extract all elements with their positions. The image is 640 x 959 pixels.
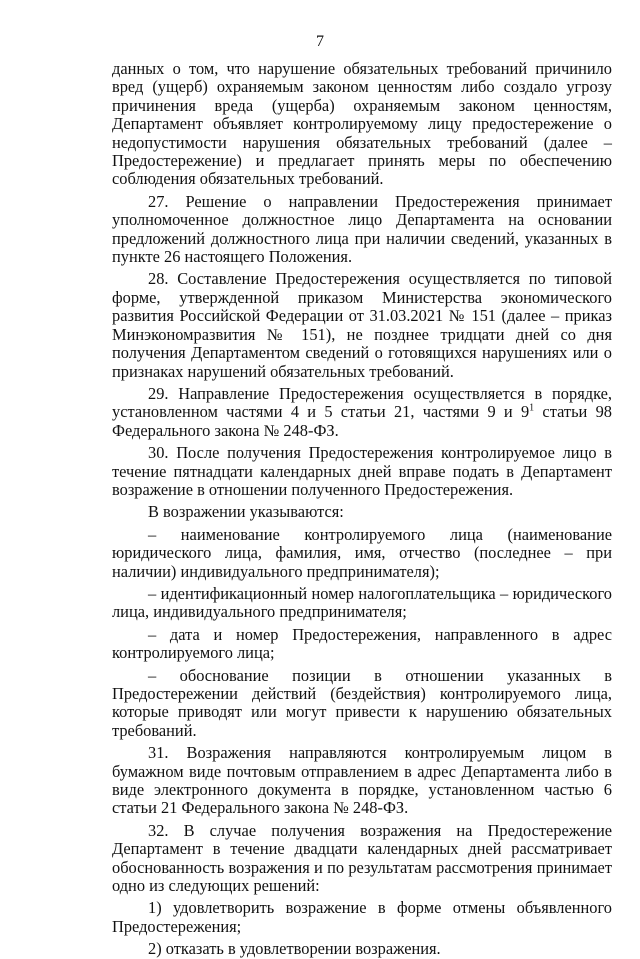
- list-item: 1) удовлетворить возражение в форме отмены объявленного Предостережения;: [112, 898, 612, 936]
- paragraph-29: [112, 385, 612, 440]
- list-item: – дата и номер Предостережения, направленного в адрес контролируемого лица;: [112, 624, 612, 663]
- document-body: [112, 60, 612, 959]
- paragraph-30-intro: В возражении указываются:: [148, 502, 344, 522]
- paragraph-32: 32. В случае получения возражения на Предостережение Департамент в течение двадцати календарных дней рассматривает обоснованность возражения и по результатам рассмотрения принимает одно из следующих решений:: [112, 820, 612, 896]
- page-number: 7: [316, 33, 324, 50]
- list-item: 2) отказать в удовлетворении возражения.: [148, 939, 441, 959]
- paragraph-31: 31. Возражения направляются контролируемым лицом в бумажном виде почтовым отправлением в адрес Департамента либо в виде электронного документа в порядке, установленном частью 6 статьи 21 Федерального закона № 248-ФЗ.: [112, 743, 612, 818]
- paragraph-29-text: 29. Направление Предостережения осуществляется в порядке, установленном частями 4 и 5 статьи 21, частями 9 и 9: [112, 383, 612, 422]
- paragraph-30: 30. После получения Предостережения контролируемое лицо в течение пятнадцати календарных дней вправе подать в Департамент возражение в отношении полученного Предостережения.: [112, 443, 612, 499]
- paragraph-continuation: данных о том, что нарушение обязательных требований причинило вред (ущерб) охраняемым законом ценностям либо создало угрозу причинения вреда (ущерба) охраняемым законом ценностям, Департамент объявляет контролируемому лицу предостережение о недопустимости нарушения обязательных требований (далее – Предостережение) и предлагает принять меры по обеспечению соблюдения обязательных требований.: [112, 59, 612, 189]
- paragraph-29-text-end: статьи 98 Федерального закона № 248-ФЗ.: [112, 402, 612, 440]
- list-item: – обоснование позиции в отношении указанных в Предостережении действий (бездействия) контролируемого лица, которые приводят или могут привести к нарушению обязательных требований.: [112, 665, 612, 740]
- paragraph-28: 28. Составление Предостережения осуществляется по типовой форме, утвержденной приказом Министерства экономического развития Российской Федерации от 31.03.2021 № 151 (далее – приказ Минэкономразвития № 151), не позднее тридцати дней со дня получения Департаментом сведений о готовящихся нарушениях или о признаках нарушений обязательных требований.: [112, 269, 612, 381]
- paragraph-27: 27. Решение о направлении Предостережения принимает уполномоченное должностное лицо Департамента на основании предложений должностного лица при наличии сведений, указанных в пункте 26 настоящего Положения.: [112, 191, 612, 267]
- superscript: 1: [529, 402, 535, 414]
- list-item: – идентификационный номер налогоплательщика – юридического лица, индивидуального предпринимателя;: [112, 583, 612, 622]
- list-item: – наименование контролируемого лица (наименование юридического лица, фамилия, имя, отчество (последнее – при наличии) индивидуального предпринимателя);: [112, 524, 612, 581]
